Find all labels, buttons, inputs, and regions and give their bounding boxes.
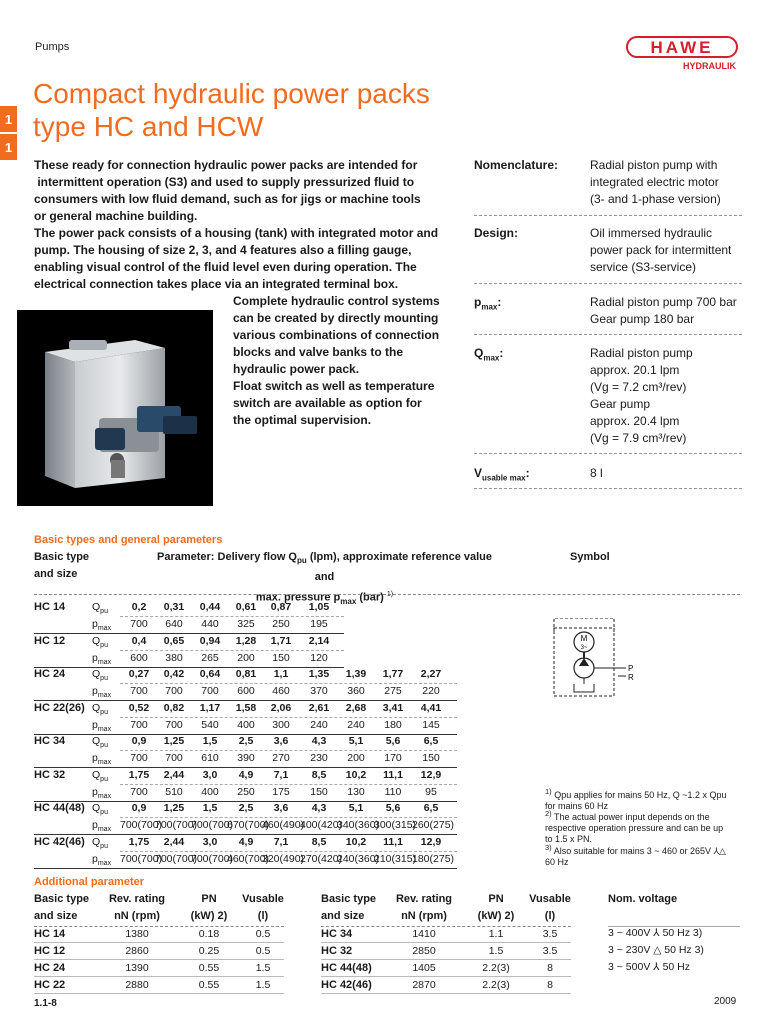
row-label-p: $p_{max}$: [92, 719, 112, 734]
cell-pressure: 145: [422, 719, 440, 731]
cell-pressure: 670(700): [227, 819, 270, 831]
row-type: HC 32: [34, 769, 66, 781]
row-label-q: $Q_{pu}$: [92, 601, 108, 616]
cell-pressure: 300: [272, 719, 290, 731]
cell-pressure: 510: [165, 786, 183, 798]
row-rule: [34, 767, 457, 768]
basic-col-symbol: Symbol: [570, 551, 610, 563]
cell-flow: 2,5: [238, 735, 254, 747]
additional-cell: HC 32: [321, 945, 353, 957]
footer-year: 2009: [714, 996, 737, 1007]
cell-pressure: 700: [165, 685, 183, 697]
row-divider: [120, 750, 457, 751]
cell-pressure: 700: [201, 685, 219, 697]
cell-pressure: 325: [237, 618, 255, 630]
row-divider: [120, 784, 457, 785]
cell-flow: 0,27: [128, 668, 150, 680]
cell-pressure: 370: [310, 685, 328, 697]
voltage-header: Nom. voltage: [608, 893, 678, 905]
cell-flow: 4,41: [420, 702, 442, 714]
row-type: HC 24: [34, 668, 66, 680]
additional-cell: 2.2(3): [482, 979, 510, 991]
intro-line: intermittent operation (S3) and used to supply pressurized fluid to: [34, 175, 415, 189]
basic-col-type: Basic type and size: [34, 551, 90, 580]
additional-cell: HC 22: [34, 979, 66, 991]
additional-cell: HC 44(48): [321, 962, 372, 974]
cell-pressure: 400: [237, 719, 255, 731]
svg-text:R: R: [628, 673, 634, 682]
cell-pressure: 460(700): [227, 853, 270, 865]
cell-pressure: 390: [237, 752, 255, 764]
cell-flow: 0,31: [163, 601, 185, 613]
row-rule: [34, 868, 457, 869]
cell-flow: 1,39: [345, 668, 367, 680]
cell-pressure: 600: [237, 685, 255, 697]
spec-label: $Q_{max}$:: [474, 346, 504, 363]
additional-cell: HC 34: [321, 928, 353, 940]
cell-pressure: 700: [165, 752, 183, 764]
cell-flow: 11,1: [383, 836, 403, 848]
cell-pressure: 150: [272, 652, 290, 664]
logo-graphic: [626, 36, 738, 72]
spec-value: 8 l: [590, 466, 603, 480]
cell-flow: 3,0: [202, 836, 218, 848]
cell-pressure: 400: [201, 786, 219, 798]
spec-label: Design:: [474, 226, 519, 240]
svg-text:P: P: [628, 664, 634, 673]
cell-pressure: 110: [384, 786, 402, 798]
cell-flow: 5,6: [385, 802, 401, 814]
cell-flow: 11,1: [383, 769, 403, 781]
spec-nomenclature: [474, 157, 744, 217]
cell-pressure: 340(360): [337, 819, 380, 831]
cell-flow: 2,14: [308, 635, 330, 647]
row-label-q: $Q_{pu}$: [92, 702, 108, 717]
additional-cell: 2860: [125, 945, 149, 957]
cell-pressure: 700: [165, 719, 183, 731]
additional-cell: 1.5: [255, 979, 271, 991]
row-divider: [120, 650, 344, 651]
additional-cell: 3.5: [542, 928, 558, 940]
cell-flow: 4,9: [238, 836, 254, 848]
voltage-item: 3 ~ 500V ⅄ 50 Hz: [608, 961, 691, 973]
intro-line: hydraulic power pack.: [233, 362, 360, 376]
cell-pressure: 700(700): [155, 853, 198, 865]
page-number: 1.1-8: [34, 998, 57, 1009]
row-divider: [120, 616, 344, 617]
cell-flow: 2,61: [308, 702, 330, 714]
additional-cell: HC 14: [34, 928, 66, 940]
additional-cell: 1390: [125, 962, 149, 974]
spec-value: Radial piston pump approx. 20.1 lpm (Vg = 7.2 cm³/rev) Gear pump approx. 20.4 lpm (Vg = 7.9 cm³/rev): [590, 346, 693, 445]
cell-flow: 1,77: [382, 668, 404, 680]
cell-flow: 2,5: [238, 802, 254, 814]
cell-pressure: 120: [310, 652, 328, 664]
cell-pressure: 180(275): [412, 853, 455, 865]
product-photo: [17, 310, 213, 506]
additional-cell: 2870: [412, 979, 436, 991]
additional-cell: 1.1: [488, 928, 504, 940]
hawe-logo: [626, 36, 738, 72]
additional-cell: 0.5: [255, 945, 271, 957]
spec-divider: [474, 283, 742, 284]
additional-header: Vusable (l): [242, 893, 284, 922]
row-type: HC 22(26): [34, 702, 85, 714]
additional-row-rule: [321, 993, 571, 994]
row-divider: [120, 717, 457, 718]
intro-line: the optimal supervision.: [233, 413, 372, 427]
voltage-list: [608, 925, 704, 976]
spec-qmax: [474, 345, 744, 450]
pump-motor-symbol: [548, 618, 638, 700]
cell-pressure: 360: [347, 685, 365, 697]
cell-flow: 0,61: [235, 601, 257, 613]
intro-line: The power pack consists of a housing (tank) with integrated motor and: [34, 226, 439, 240]
row-label-q: $Q_{pu}$: [92, 769, 108, 784]
row-divider: [120, 851, 457, 852]
row-label-p: $p_{max}$: [92, 618, 112, 633]
row-rule: [34, 700, 457, 701]
page-title: [33, 77, 430, 143]
additional-header: Rev. rating nN (rpm): [395, 893, 453, 922]
cell-flow: 1,71: [270, 635, 292, 647]
additional-heading: Additional parameter: [34, 876, 145, 888]
cell-pressure: 380: [165, 652, 183, 664]
cell-flow: 2,68: [345, 702, 367, 714]
spec-divider: [474, 215, 742, 216]
cell-flow: 1,75: [128, 836, 150, 848]
cell-flow: 1,25: [163, 802, 185, 814]
row-label-p: $p_{max}$: [92, 819, 112, 834]
intro-line: electrical connection takes place via an integrated terminal box.: [34, 277, 399, 291]
additional-cell: HC 42(46): [321, 979, 372, 991]
voltage-rule: [608, 926, 740, 927]
additional-cell: 2880: [125, 979, 149, 991]
spec-divider: [474, 334, 742, 335]
footnote-3: $^{3)}$ Also suitable for mains 3 ~ 460 or 265V ⅄△ 60 Hz: [545, 843, 726, 867]
cell-pressure: 210(315): [374, 853, 417, 865]
row-label-p: $p_{max}$: [92, 786, 112, 801]
header-rule: [34, 594, 740, 595]
cell-flow: 1,5: [202, 802, 218, 814]
cell-flow: 1,17: [199, 702, 221, 714]
cell-flow: 7,1: [273, 769, 289, 781]
intro-line: or general machine building.: [34, 209, 198, 223]
row-label-q: $Q_{pu}$: [92, 635, 108, 650]
intro-line: Float switch as well as temperature: [233, 379, 435, 393]
cell-flow: 1,5: [202, 735, 218, 747]
spec-pmax: [474, 294, 744, 334]
cell-flow: 0,65: [163, 635, 185, 647]
additional-cell: 3.5: [542, 945, 558, 957]
cell-flow: 1,75: [128, 769, 150, 781]
cell-flow: 0,4: [131, 635, 147, 647]
cell-flow: 6,5: [423, 735, 439, 747]
spec-divider: [474, 453, 742, 454]
cell-flow: 0,42: [163, 668, 185, 680]
intro-line: pump. The housing of size 2, 3, and 4 features also a filling gauge,: [34, 243, 412, 257]
additional-cell: 0.18: [198, 928, 220, 940]
additional-row-rule: [34, 993, 284, 994]
cell-pressure: 150: [422, 752, 440, 764]
cell-pressure: 250: [237, 786, 255, 798]
cell-flow: 0,94: [199, 635, 221, 647]
cell-pressure: 700(700): [191, 853, 234, 865]
cell-pressure: 440: [201, 618, 219, 630]
footnote-2: $^{2)}$ The actual power input depends on the respective operation pressure and can be up to 1.5 x PN.: [545, 809, 724, 844]
cell-flow: 4,3: [311, 802, 327, 814]
additional-header: Vusable (l): [529, 893, 571, 922]
cell-pressure: 700: [130, 786, 148, 798]
cell-flow: 6,5: [423, 802, 439, 814]
intro-line: enabling visual control of the fluid level even during operation. The: [34, 260, 417, 274]
cell-flow: 8,5: [311, 769, 327, 781]
cell-flow: 0,52: [128, 702, 150, 714]
cell-pressure: 240: [347, 719, 365, 731]
additional-cell: 1380: [125, 928, 149, 940]
row-label-q: $Q_{pu}$: [92, 802, 108, 817]
cell-flow: 12,9: [420, 769, 442, 781]
cell-pressure: 460(490): [262, 819, 305, 831]
additional-cell: 0.55: [198, 962, 220, 974]
cell-pressure: 170: [384, 752, 402, 764]
cell-flow: 3,41: [382, 702, 404, 714]
cell-flow: 0,9: [131, 802, 147, 814]
intro-line: Complete hydraulic control systems: [233, 294, 440, 308]
logo-sub: HYDRAULIK: [683, 61, 736, 71]
cell-flow: 5,1: [348, 802, 364, 814]
cell-pressure: 270(420): [300, 853, 343, 865]
additional-header: Rev. rating nN (rpm): [108, 893, 166, 922]
cell-flow: 0,9: [131, 735, 147, 747]
cell-pressure: 700: [130, 719, 148, 731]
row-rule: [34, 633, 344, 634]
cell-pressure: 195: [310, 618, 328, 630]
cell-pressure: 130: [347, 786, 365, 798]
cell-flow: 1,1: [273, 668, 289, 680]
cell-pressure: 540: [201, 719, 219, 731]
cell-flow: 1,58: [235, 702, 257, 714]
cell-flow: 1,35: [308, 668, 330, 680]
row-label-p: $p_{max}$: [92, 853, 112, 868]
svg-text:M: M: [580, 634, 588, 643]
cell-pressure: 150: [310, 786, 328, 798]
row-label-q: $Q_{pu}$: [92, 735, 108, 750]
cell-pressure: 180: [384, 719, 402, 731]
additional-cell: 1.5: [255, 962, 271, 974]
cell-flow: 2,44: [163, 836, 185, 848]
intro-line: can be created by directly mounting: [233, 311, 439, 325]
cell-pressure: 700(700): [120, 819, 163, 831]
intro-line: blocks and valve banks to the: [233, 345, 404, 359]
row-type: HC 14: [34, 601, 66, 613]
cell-pressure: 220: [422, 685, 440, 697]
cell-pressure: 300(315): [374, 819, 417, 831]
intro-line: These ready for connection hydraulic power packs are intended for: [34, 158, 418, 172]
basic-heading: Basic types and general parameters: [34, 534, 223, 546]
spec-value: Oil immersed hydraulic power pack for intermittent service (S3-service): [590, 226, 732, 274]
cell-flow: 3,0: [202, 769, 218, 781]
cell-pressure: 700: [130, 685, 148, 697]
cell-pressure: 600: [130, 652, 148, 664]
cell-pressure: 230: [310, 752, 328, 764]
cell-pressure: 610: [201, 752, 219, 764]
cell-pressure: 700: [130, 752, 148, 764]
cell-flow: 3,6: [273, 735, 289, 747]
voltage-item: 3 ~ 230V △ 50 Hz 3): [608, 944, 704, 956]
hydraulic-symbol: [548, 618, 638, 700]
additional-cell: 8: [547, 962, 553, 974]
cell-flow: 0,64: [199, 668, 221, 680]
additional-cell: 2850: [412, 945, 436, 957]
cell-flow: 1,28: [235, 635, 257, 647]
voltage-item: 3 ~ 400V ⅄ 50 Hz 3): [608, 927, 703, 939]
cell-flow: 2,27: [420, 668, 442, 680]
cell-flow: 0,87: [270, 601, 292, 613]
row-label-p: $p_{max}$: [92, 752, 112, 767]
cell-flow: 1,05: [308, 601, 330, 613]
footnote-1: $^{1)}$ Qpu applies for mains 50 Hz, Q ~1.2 x Qpu for mains 60 Hz: [545, 787, 727, 811]
cell-flow: 1,25: [163, 735, 185, 747]
intro-line: various combinations of connection: [233, 328, 440, 342]
cell-pressure: 700(700): [120, 853, 163, 865]
cell-pressure: 260(275): [412, 819, 455, 831]
title-line1: Compact hydraulic power packs: [33, 78, 430, 109]
power-pack-illustration: [17, 310, 213, 506]
cell-pressure: 265: [201, 652, 219, 664]
row-divider: [120, 683, 457, 684]
cell-pressure: 270: [272, 752, 290, 764]
side-tab-chapter[interactable]: 1: [0, 106, 17, 132]
spec-vusable: [474, 465, 744, 485]
additional-header: Basic type and size: [34, 893, 90, 922]
cell-flow: 5,6: [385, 735, 401, 747]
cell-pressure: 700: [130, 618, 148, 630]
additional-header: Basic type and size: [321, 893, 377, 922]
cell-flow: 2,44: [163, 769, 185, 781]
row-label-p: $p_{max}$: [92, 652, 112, 667]
additional-cell: 0.25: [198, 945, 220, 957]
section-label: Pumps: [35, 41, 70, 53]
row-divider: [120, 817, 457, 818]
row-type: HC 12: [34, 635, 66, 647]
intro-line: consumers with low fluid demand, such as for jigs or machine tools: [34, 192, 421, 206]
spec-value: Radial piston pump 700 bar Gear pump 180 bar: [590, 295, 737, 326]
side-tab-section[interactable]: 1: [0, 134, 17, 160]
additional-cell: 1410: [412, 928, 436, 940]
additional-cell: 0.5: [255, 928, 271, 940]
intro-text-2: [233, 293, 448, 429]
cell-pressure: 240: [310, 719, 328, 731]
row-rule: [34, 834, 457, 835]
cell-flow: 2,06: [270, 702, 292, 714]
cell-pressure: 200: [237, 652, 255, 664]
cell-pressure: 175: [272, 786, 290, 798]
cell-pressure: 460: [272, 685, 290, 697]
title-line2: type HC and HCW: [33, 111, 264, 142]
cell-flow: 0,2: [131, 601, 147, 613]
additional-cell: 2.2(3): [482, 962, 510, 974]
cell-pressure: 275: [384, 685, 402, 697]
cell-flow: 10,2: [345, 836, 367, 848]
cell-flow: 8,5: [311, 836, 327, 848]
cell-flow: 4,9: [238, 769, 254, 781]
spec-label: Nomenclature:: [474, 158, 559, 172]
cell-flow: 4,3: [311, 735, 327, 747]
cell-flow: 3,6: [273, 802, 289, 814]
cell-pressure: 95: [425, 786, 437, 798]
row-type: HC 42(46): [34, 836, 85, 848]
cell-pressure: 250: [272, 618, 290, 630]
cell-flow: 7,1: [273, 836, 289, 848]
additional-cell: HC 24: [34, 962, 66, 974]
row-label-q: $Q_{pu}$: [92, 836, 108, 851]
additional-cell: 1405: [412, 962, 436, 974]
cell-flow: 0,44: [199, 601, 221, 613]
row-type: HC 34: [34, 735, 66, 747]
spec-design: [474, 225, 744, 285]
spec-value: Radial piston pump with integrated electric motor (3- and 1-phase version): [590, 158, 721, 206]
additional-cell: 1.5: [488, 945, 504, 957]
additional-cell: HC 12: [34, 945, 66, 957]
cell-pressure: 700(700): [191, 819, 234, 831]
svg-text:3~: 3~: [580, 645, 588, 651]
cell-flow: 5,1: [348, 735, 364, 747]
cell-pressure: 640: [165, 618, 183, 630]
cell-pressure: 320(490): [262, 853, 305, 865]
additional-cell: 0.55: [198, 979, 220, 991]
spec-label: $V_{usable max}$:: [474, 466, 530, 483]
cell-flow: 0,81: [235, 668, 257, 680]
row-label-p: $p_{max}$: [92, 685, 112, 700]
additional-cell: 8: [547, 979, 553, 991]
intro-line: switch are available as option for: [233, 396, 422, 410]
cell-pressure: 700(700): [155, 819, 198, 831]
cell-flow: 10,2: [345, 769, 367, 781]
additional-header: PN (kW) 2): [190, 893, 228, 922]
cell-flow: 12,9: [420, 836, 442, 848]
row-type: HC 44(48): [34, 802, 85, 814]
spec-label: $p_{max}$:: [474, 295, 502, 312]
intro-text: [34, 157, 444, 293]
cell-pressure: 400(420): [300, 819, 343, 831]
row-label-q: $Q_{pu}$: [92, 668, 108, 683]
logo-text: HAWE: [650, 38, 714, 57]
cell-pressure: 240(360): [337, 853, 380, 865]
cell-flow: 0,82: [163, 702, 185, 714]
basic-col-param: Parameter: Delivery flow $Q_{pu}$ (lpm), approximate reference value and max. pressure $p_{max}$ (bar) $^{1)}$: [156, 551, 493, 607]
cell-pressure: 200: [347, 752, 365, 764]
additional-header: PN (kW) 2): [477, 893, 515, 922]
spec-divider: [474, 488, 742, 489]
